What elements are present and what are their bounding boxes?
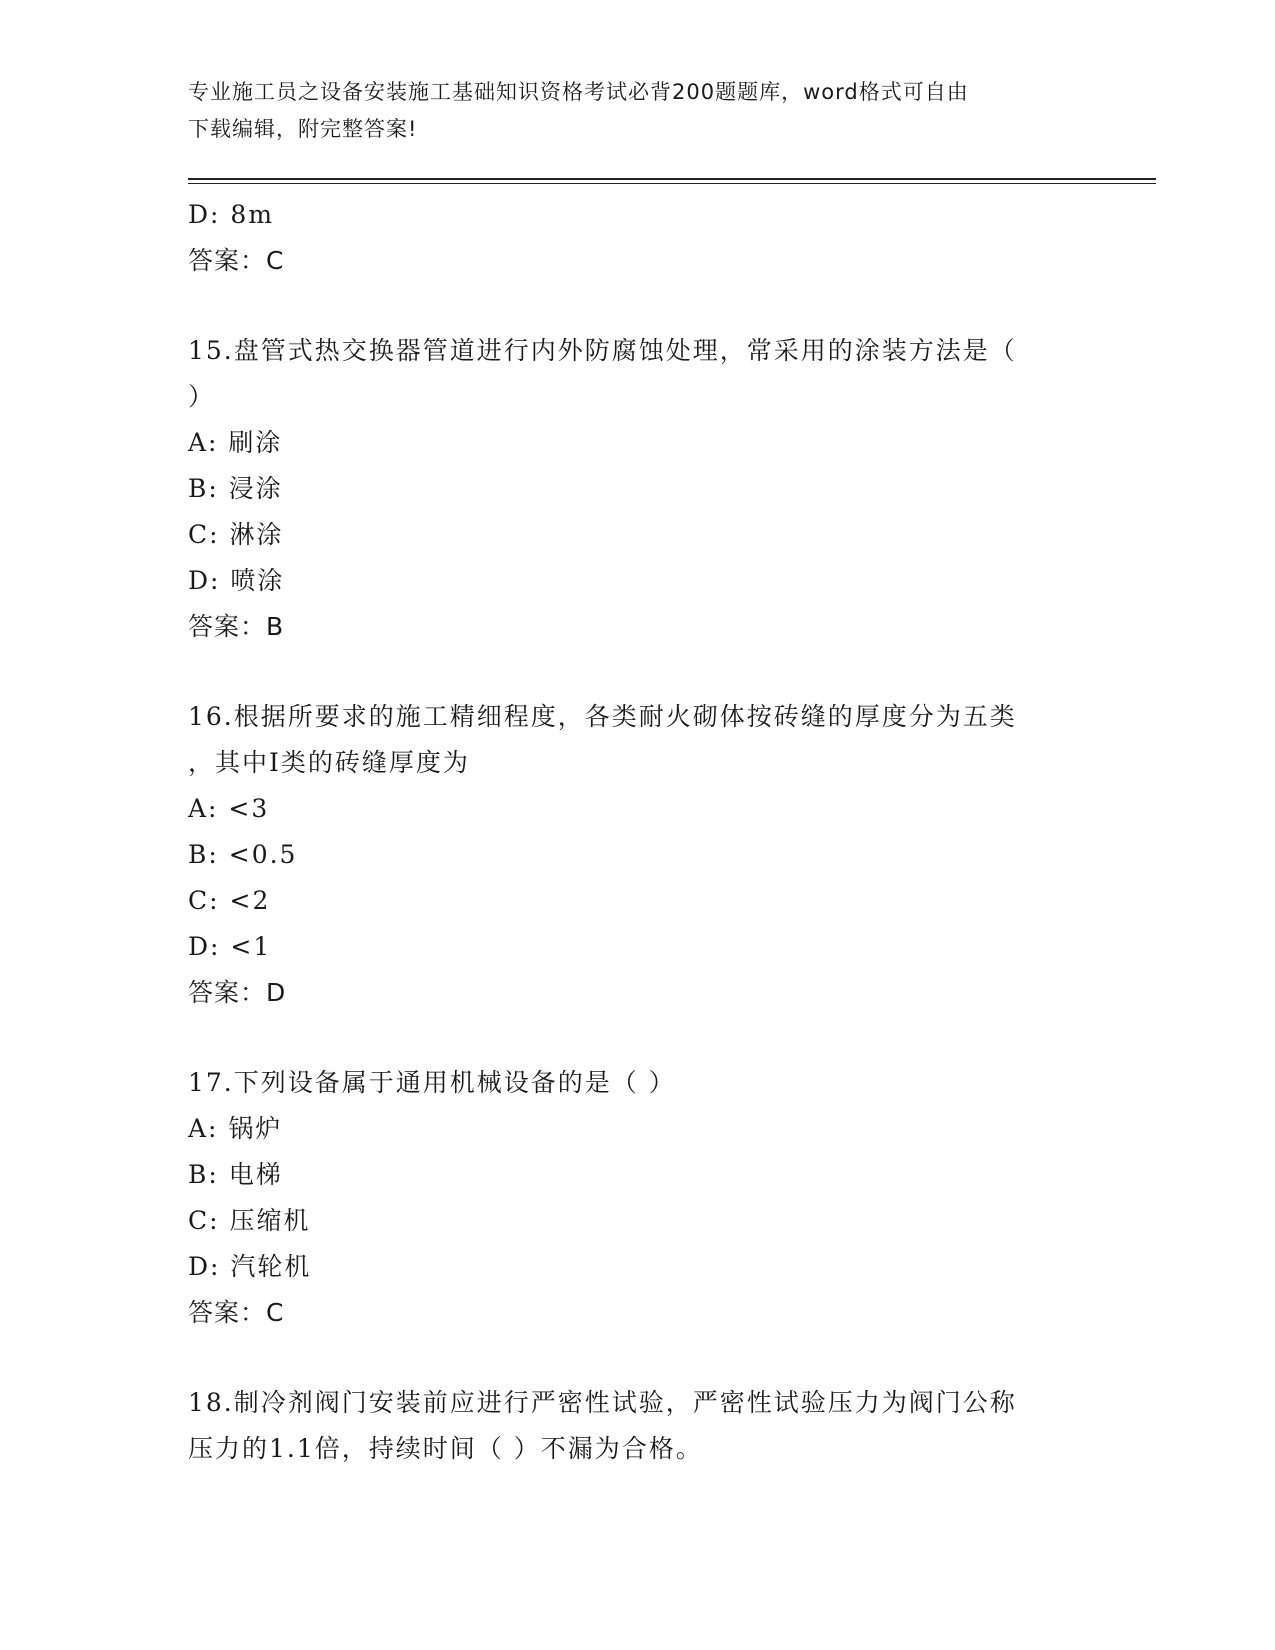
spacer: [188, 1336, 1088, 1380]
question-18: [188, 1380, 1088, 1472]
prev-option-d: D: 8m: [188, 200, 275, 229]
prev-answer: 答案：C: [188, 246, 285, 275]
question-stem: 18.制冷剂阀门安装前应进行严密性试验，严密性试验压力为阀门公称 压力的1.1倍，持续时间（ ）不漏为合格。: [188, 1388, 1017, 1463]
option-c: C: 压缩机: [188, 1206, 311, 1235]
option-b: B: 浸涂: [188, 474, 283, 503]
header-rule-thin: [188, 183, 1156, 184]
question-stem: 16.根据所要求的施工精细程度，各类耐火砌体按砖缝的厚度分为五类 ，其中Ⅰ类的砖缝厚度为: [188, 702, 1017, 777]
answer: 答案：C: [188, 1298, 285, 1327]
spacer: [188, 1016, 1088, 1060]
question-17: [188, 1060, 1088, 1336]
header-rule-thick: [188, 178, 1156, 180]
answer: 答案：B: [188, 612, 285, 641]
option-a: A: <3: [188, 794, 270, 823]
question-list: [188, 192, 1088, 1472]
spacer: [188, 284, 1088, 328]
question-15: [188, 328, 1088, 650]
spacer: [188, 650, 1088, 694]
option-a: A: 锅炉: [188, 1114, 283, 1143]
option-d: D: 汽轮机: [188, 1252, 312, 1281]
option-b: B: <0.5: [188, 840, 298, 869]
option-c: C: 淋涂: [188, 520, 284, 549]
option-d: D: <1: [188, 932, 272, 961]
question-stem: 15.盘管式热交换器管道进行内外防腐蚀处理，常采用的涂装方法是（ ）: [188, 336, 1017, 411]
question-16: [188, 694, 1088, 1016]
option-d: D: 喷涂: [188, 566, 285, 595]
option-c: C: <2: [188, 886, 271, 915]
answer: 答案：D: [188, 978, 287, 1007]
option-b: B: 电梯: [188, 1160, 283, 1189]
question-stem: 17.下列设备属于通用机械设备的是（ ）: [188, 1068, 676, 1097]
document-header: [188, 74, 1088, 148]
header-line-2: 下载编辑，附完整答案!: [188, 117, 418, 141]
option-a: A: 刷涂: [188, 428, 283, 457]
header-line-1: 专业施工员之设备安装施工基础知识资格考试必背200题题库，word格式可自由: [188, 80, 969, 104]
